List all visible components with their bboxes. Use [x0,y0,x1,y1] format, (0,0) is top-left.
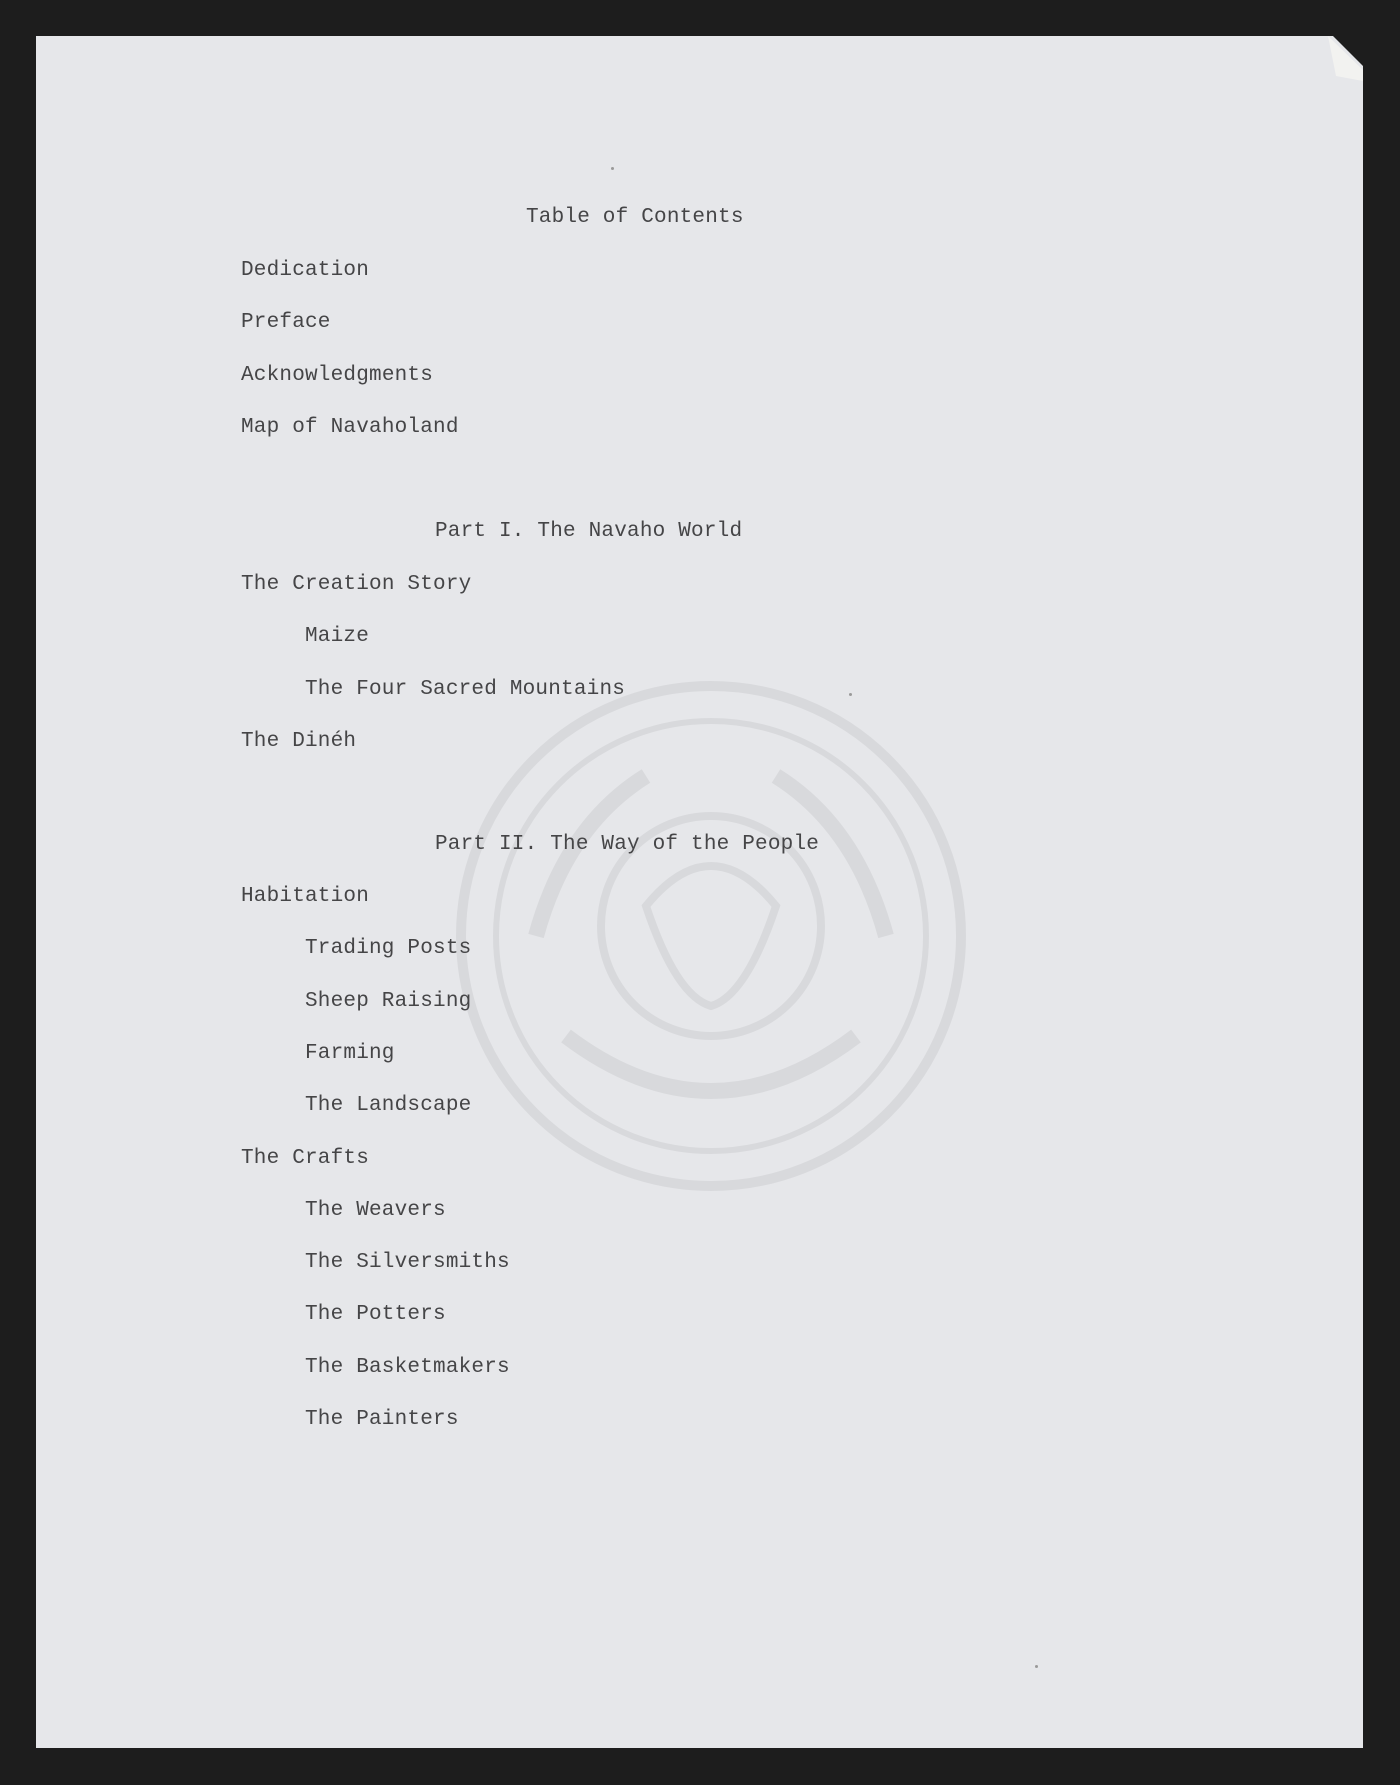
toc-subentry: Sheep Raising [305,989,472,1013]
toc-subentry: Trading Posts [305,937,472,961]
toc-subentry: Maize [305,625,370,649]
embossed-seal-watermark [446,676,976,1196]
paper-speck [611,167,614,170]
paper-speck [1035,1665,1038,1668]
toc-subentry: Farming [305,1041,395,1065]
front-matter-item: Acknowledgments [241,363,434,387]
front-matter-item: Dedication [241,259,370,282]
toc-entry: The Creation Story [241,573,472,596]
toc-subentry: The Weavers [305,1198,446,1222]
toc-entry: The Crafts [241,1146,370,1170]
part-2-heading: Part II. The Way of the People [435,833,820,856]
toc-subentry: The Four Sacred Mountains [305,677,626,701]
front-matter-item: Map of Navaholand [241,415,459,439]
toc-subentry: The Landscape [305,1094,472,1118]
toc-subentry: The Silversmiths [305,1251,510,1275]
toc-entry: The Dinéh [241,729,357,753]
toc-title: Table of Contents [526,206,744,229]
toc-subentry: The Basketmakers [305,1355,510,1379]
paper-speck [849,693,852,696]
toc-subentry: The Painters [305,1408,459,1431]
document-page [36,36,1363,1748]
part-1-heading: Part I. The Navaho World [435,520,743,543]
toc-entry: Habitation [241,885,370,908]
front-matter-item: Preface [241,311,331,335]
toc-subentry: The Potters [305,1303,446,1327]
